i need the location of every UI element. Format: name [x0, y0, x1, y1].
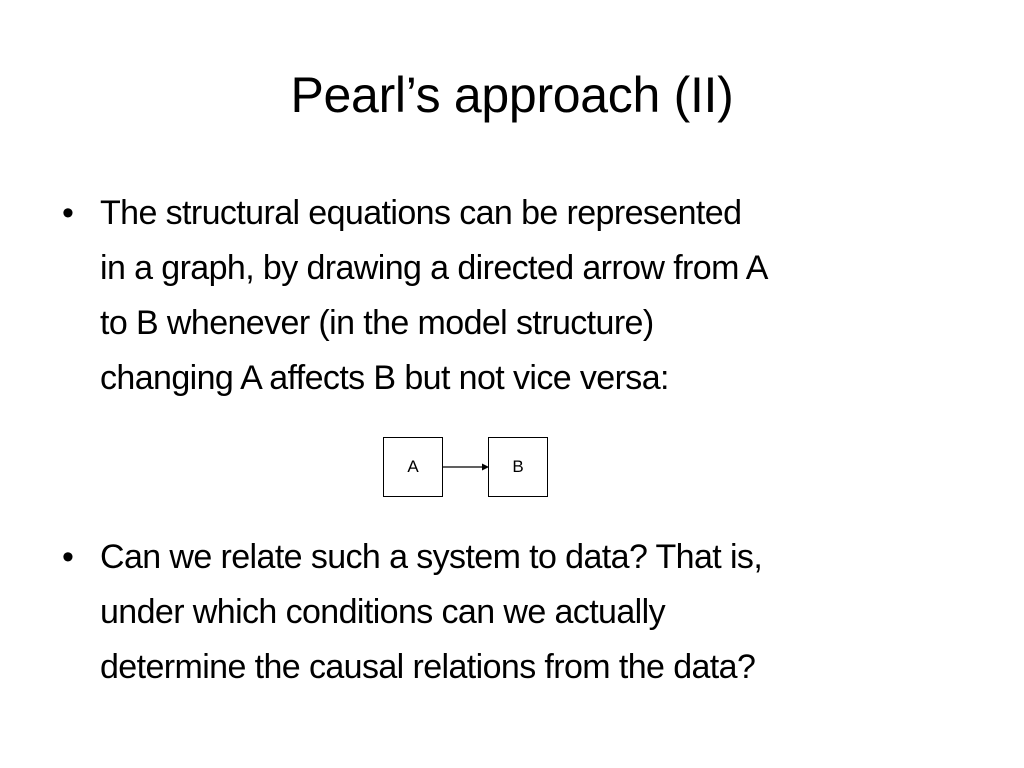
- slide-title: Pearl’s approach (II): [290, 67, 734, 123]
- bullet-line: in a graph, by drawing a directed arrow from A: [100, 249, 768, 287]
- bullet-line: Can we relate such a system to data? That is,: [100, 538, 763, 576]
- bullet-line: The structural equations can be represented: [100, 194, 742, 232]
- bullet-line: changing A affects B but not vice versa:: [100, 359, 669, 397]
- bullet-text: [100, 186, 962, 406]
- causal-diagram: [383, 437, 551, 499]
- node-label: B: [512, 457, 524, 476]
- bullet-item: [62, 186, 962, 406]
- bullet-line: to B whenever (in the model structure): [100, 304, 654, 342]
- bullet-item: [62, 530, 962, 695]
- node-label: A: [407, 457, 419, 476]
- arrow-a-to-b: [442, 457, 490, 477]
- bullet-text: [100, 530, 962, 695]
- bullet-line: under which conditions can we actually: [100, 593, 665, 631]
- diagram-node-b: [488, 437, 548, 497]
- bullet-marker: •: [62, 194, 74, 232]
- bullet-marker: •: [62, 538, 74, 576]
- diagram-node-a: [383, 437, 443, 497]
- bullet-line: determine the causal relations from the data?: [100, 648, 756, 686]
